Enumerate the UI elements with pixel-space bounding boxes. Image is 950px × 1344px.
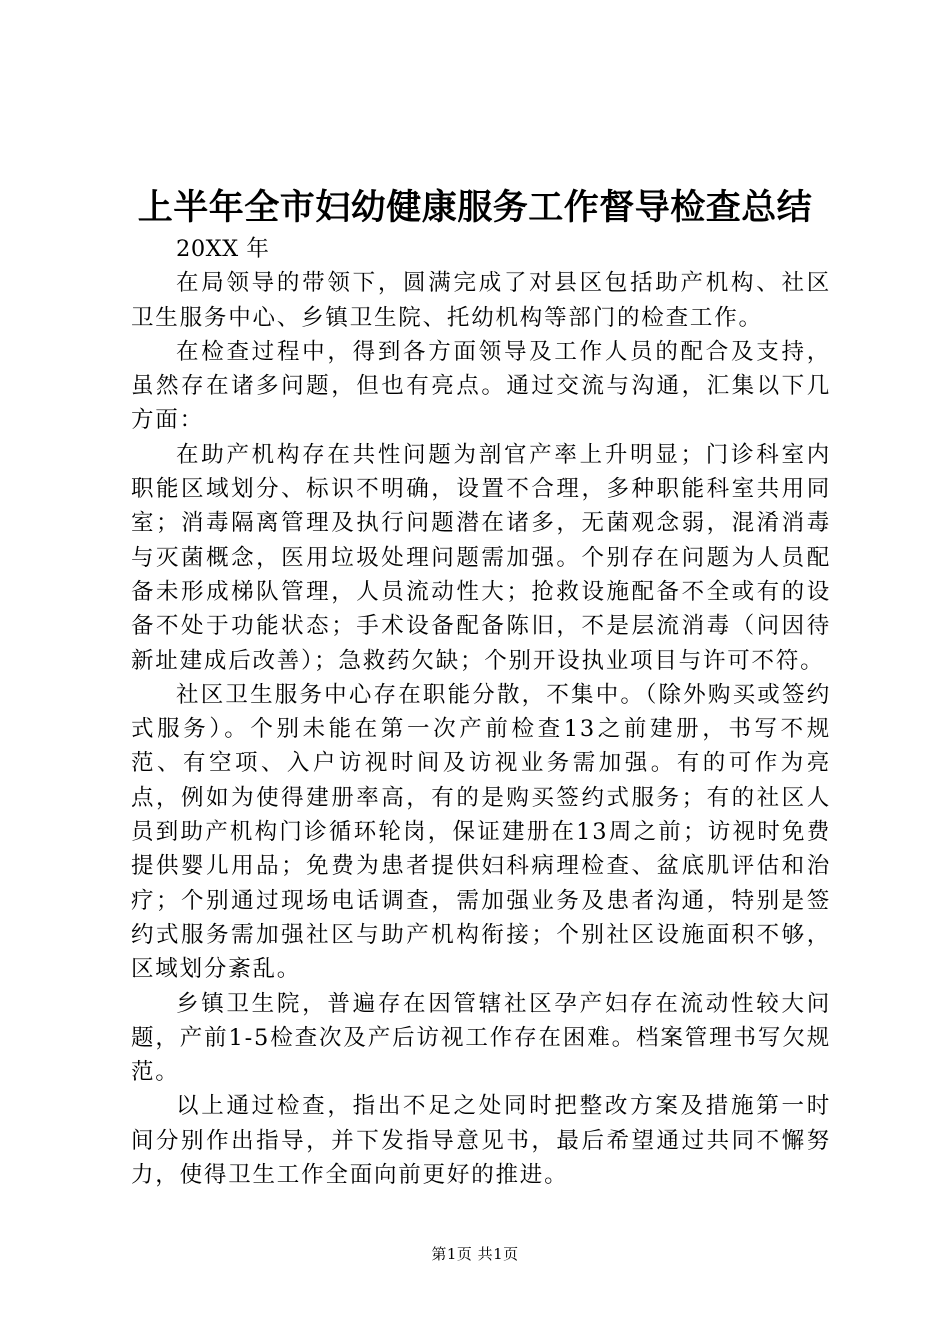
page-title: 上半年全市妇幼健康服务工作督导检查总结: [137, 188, 813, 228]
page-number: 第1页 共1页: [431, 1245, 519, 1263]
document-date: 20XX 年: [176, 236, 270, 262]
paragraph-conclusion: 以上通过检查，指出不足之处同时把整改方案及措施第一时间分别作出指导，并下发指导意见书，最后希望通过共同不懈努力，使得卫生工作全面向前更好的推进。: [131, 1093, 831, 1189]
paragraph-community-health-centers: 社区卫生服务中心存在职能分散，不集中。（除外购买或签约式服务）。个别未能在第一次产前检查13之前建册，书写不规范、有空项、入户访视时间及访视业务需加强。有的可作为亮点，例如为使得建册率高，有的是购买签约式服务；有的社区人员到助产机构门诊循环轮岗，保证建册在13周之前；访视时免费提供婴儿用品；免费为患者提供妇科病理检查、盆底肌评估和治疗；个别通过现场电话调查，需加强业务及患者沟通，特别是签约式服务需加强社区与助产机构衔接；个别社区设施面积不够，区域划分紊乱。: [131, 681, 831, 983]
paragraph-township-hospitals: 乡镇卫生院，普遍存在因管辖社区孕产妇存在流动性较大问题，产前1-5检查次及产后访视工作存在困难。档案管理书写欠规范。: [131, 990, 831, 1086]
paragraph-intro: 在局领导的带领下，圆满完成了对县区包括助产机构、社区卫生服务中心、乡镇卫生院、托幼机构等部门的检查工作。: [131, 270, 831, 331]
paragraph-midwifery-institutions: 在助产机构存在共性问题为剖官产率上升明显；门诊科室内职能区域划分、标识不明确，设置不合理，多种职能科室共用同室；消毒隔离管理及执行问题潜在诸多，无菌观念弱，混淆消毒与灭菌概念，医用垃圾处理问题需加强。个别存在问题为人员配备未形成梯队管理，人员流动性大；抢救设施配备不全或有的设备不处于功能状态；手术设备配备陈旧，不是层流消毒（问因待新址建成后改善）；急救药欠缺；个别开设执业项目与许可不符。: [131, 441, 831, 674]
document-body: [131, 232, 831, 1192]
paragraph-overview: 在检查过程中，得到各方面领导及工作人员的配合及支持，虽然存在诸多问题，但也有亮点。通过交流与沟通，汇集以下几方面：: [131, 338, 831, 434]
